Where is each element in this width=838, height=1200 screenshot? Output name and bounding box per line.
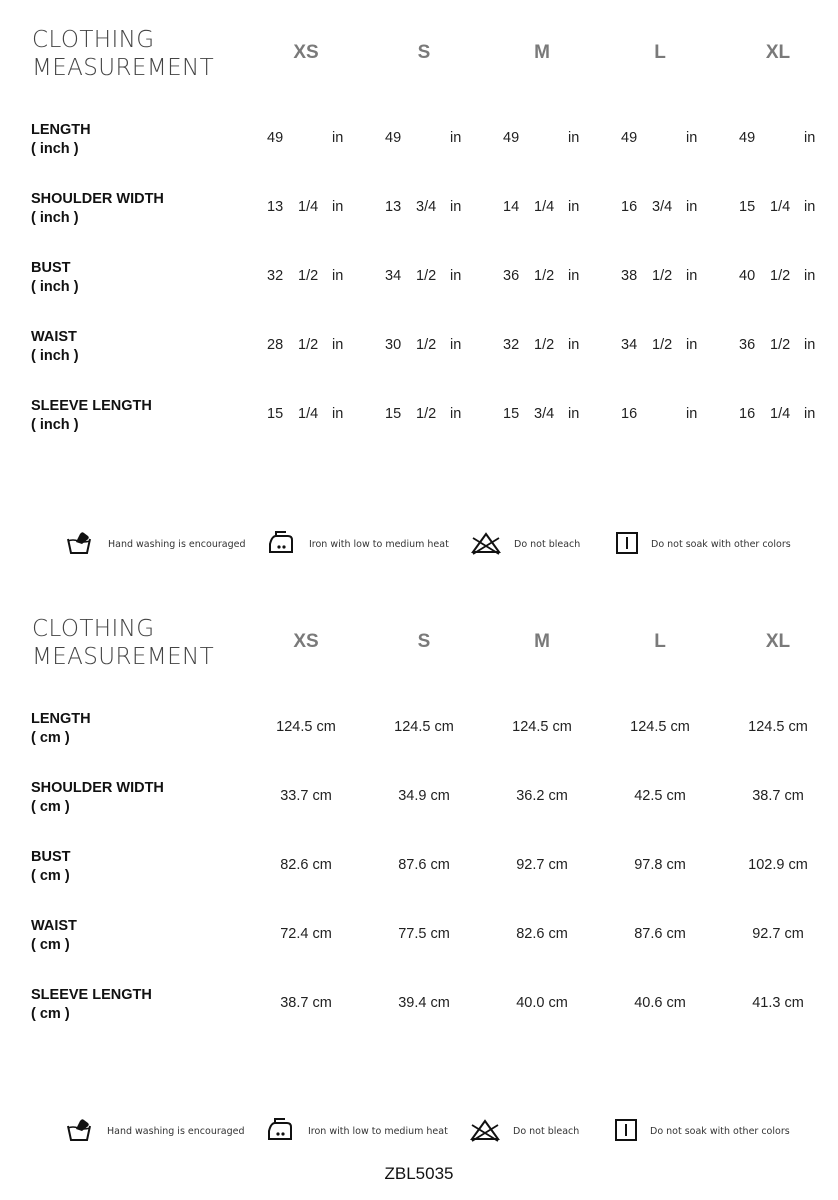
measure-unit: ( cm )	[31, 799, 70, 815]
care-text: Hand washing is encouraged	[108, 539, 246, 550]
size-m: M	[534, 631, 550, 652]
measure-name: SHOULDER WIDTH	[31, 780, 164, 796]
value-fraction: 3/4	[652, 199, 673, 215]
value-cell	[267, 337, 349, 357]
value-whole: 28	[267, 337, 284, 353]
value-fraction: 3/4	[534, 406, 555, 422]
value-unit: in	[804, 199, 816, 215]
value-cell	[739, 406, 821, 426]
value-cell	[385, 268, 467, 288]
value-fraction: 1/2	[770, 268, 791, 284]
value-whole: 36	[739, 337, 756, 353]
title-line-2: MEASUREMENT	[32, 644, 215, 670]
value-fraction: 1/4	[534, 199, 555, 215]
value-cell: 41.3 cm	[752, 995, 804, 1011]
value-whole: 49	[267, 130, 284, 146]
value-cell	[267, 199, 349, 219]
iron-icon	[265, 1117, 295, 1143]
care-text: Iron with low to medium heat	[309, 539, 449, 550]
value-unit: in	[686, 406, 698, 422]
care-text: Hand washing is encouraged	[107, 1126, 245, 1137]
measure-unit: ( cm )	[31, 730, 70, 746]
product-code: ZBL5035	[384, 1164, 454, 1183]
value-cell	[503, 199, 585, 219]
hand-wash-icon	[66, 1117, 94, 1143]
value-whole: 38	[621, 268, 638, 284]
value-unit: in	[568, 199, 580, 215]
measure-name: SLEEVE LENGTH	[31, 987, 152, 1003]
value-unit: in	[804, 337, 816, 353]
value-unit: in	[686, 199, 698, 215]
row-label	[31, 848, 70, 886]
value-whole: 49	[621, 130, 638, 146]
care-text: Do not soak with other colors	[651, 539, 791, 550]
row-label	[31, 397, 152, 435]
value-whole: 16	[739, 406, 756, 422]
value-cell	[739, 337, 821, 357]
value-unit: in	[804, 406, 816, 422]
value-unit: in	[332, 337, 344, 353]
value-fraction: 1/2	[652, 337, 673, 353]
value-unit: in	[450, 268, 462, 284]
measure-unit: ( inch )	[31, 279, 79, 295]
size-l: L	[654, 631, 666, 652]
title-line-1: CLOTHING	[32, 616, 155, 642]
value-cell: 87.6 cm	[634, 926, 686, 942]
row-label	[31, 986, 152, 1024]
value-cell	[267, 406, 349, 426]
value-whole: 13	[385, 199, 402, 215]
care-text: Do not bleach	[514, 539, 581, 550]
value-cell: 77.5 cm	[398, 926, 450, 942]
measure-name: LENGTH	[31, 122, 91, 138]
value-whole: 30	[385, 337, 402, 353]
value-unit: in	[332, 268, 344, 284]
care-text: Iron with low to medium heat	[308, 1126, 448, 1137]
value-cell	[621, 406, 703, 426]
value-fraction: 1/2	[416, 406, 437, 422]
row-label	[31, 917, 77, 955]
iron-icon	[266, 530, 296, 556]
row-label	[31, 259, 79, 297]
value-cell: 124.5 cm	[512, 719, 572, 735]
row-label	[31, 328, 79, 366]
size-m: M	[534, 42, 550, 63]
value-cell: 87.6 cm	[398, 857, 450, 873]
value-cell	[621, 130, 703, 150]
value-cell: 124.5 cm	[394, 719, 454, 735]
value-cell: 38.7 cm	[752, 788, 804, 804]
value-fraction: 1/2	[652, 268, 673, 284]
value-fraction: 1/4	[770, 199, 791, 215]
measure-unit: ( cm )	[31, 868, 70, 884]
value-whole: 15	[267, 406, 284, 422]
value-whole: 49	[385, 130, 402, 146]
value-cell	[621, 268, 703, 288]
value-unit: in	[332, 406, 344, 422]
measure-unit: ( inch )	[31, 141, 79, 157]
size-xs: XS	[293, 631, 319, 652]
measure-unit: ( cm )	[31, 1006, 70, 1022]
value-whole: 49	[739, 130, 756, 146]
value-cell	[385, 337, 467, 357]
measure-name: BUST	[31, 260, 71, 276]
size-s: S	[417, 42, 431, 63]
size-s: S	[417, 631, 431, 652]
value-unit: in	[804, 130, 816, 146]
value-unit: in	[686, 337, 698, 353]
value-whole: 15	[503, 406, 520, 422]
no-bleach-icon	[470, 530, 502, 556]
value-whole: 36	[503, 268, 520, 284]
hand-wash-icon	[66, 530, 94, 556]
value-fraction: 1/2	[416, 268, 437, 284]
value-unit: in	[450, 337, 462, 353]
measure-unit: ( cm )	[31, 937, 70, 953]
value-cell: 102.9 cm	[748, 857, 808, 873]
measure-name: WAIST	[31, 918, 77, 934]
row-label	[31, 779, 164, 817]
value-cell: 72.4 cm	[280, 926, 332, 942]
measure-unit: ( inch )	[31, 417, 79, 433]
value-cell	[739, 130, 821, 150]
care-text: Do not bleach	[513, 1126, 580, 1137]
value-whole: 32	[503, 337, 520, 353]
value-whole: 34	[621, 337, 638, 353]
value-cell	[385, 199, 467, 219]
size-xl: XL	[765, 42, 791, 63]
measure-name: WAIST	[31, 329, 77, 345]
care-text: Do not soak with other colors	[650, 1126, 790, 1137]
title-line-1: CLOTHING	[32, 27, 155, 53]
value-cell: 82.6 cm	[280, 857, 332, 873]
size-xs: XS	[293, 42, 319, 63]
value-cell	[503, 268, 585, 288]
value-fraction: 1/2	[298, 337, 319, 353]
value-cell: 39.4 cm	[398, 995, 450, 1011]
value-whole: 14	[503, 199, 520, 215]
measure-name: LENGTH	[31, 711, 91, 727]
value-whole: 15	[385, 406, 402, 422]
value-fraction: 1/2	[534, 268, 555, 284]
value-unit: in	[450, 199, 462, 215]
value-unit: in	[332, 199, 344, 215]
value-fraction: 1/2	[770, 337, 791, 353]
value-fraction: 1/2	[534, 337, 555, 353]
value-cell	[621, 337, 703, 357]
value-cell	[267, 268, 349, 288]
value-unit: in	[332, 130, 344, 146]
value-cell	[267, 130, 349, 150]
value-whole: 40	[739, 268, 756, 284]
value-whole: 34	[385, 268, 402, 284]
value-cell	[739, 199, 821, 219]
row-label	[31, 190, 164, 228]
value-fraction: 1/4	[770, 406, 791, 422]
value-cell: 97.8 cm	[634, 857, 686, 873]
value-cell: 40.6 cm	[634, 995, 686, 1011]
value-fraction: 1/2	[298, 268, 319, 284]
size-xl: XL	[765, 631, 791, 652]
value-cell	[385, 130, 467, 150]
measure-name: SHOULDER WIDTH	[31, 191, 164, 207]
section-title-cm	[32, 615, 214, 671]
value-unit: in	[686, 268, 698, 284]
value-cell: 34.9 cm	[398, 788, 450, 804]
value-cell: 33.7 cm	[280, 788, 332, 804]
value-whole: 15	[739, 199, 756, 215]
value-cell	[385, 406, 467, 426]
care-row	[0, 1117, 838, 1147]
value-cell: 38.7 cm	[280, 995, 332, 1011]
value-cell: 36.2 cm	[516, 788, 568, 804]
value-cell: 40.0 cm	[516, 995, 568, 1011]
value-cell: 124.5 cm	[276, 719, 336, 735]
section-title-inch	[32, 26, 214, 82]
care-row	[0, 530, 838, 560]
value-unit: in	[450, 406, 462, 422]
value-unit: in	[568, 337, 580, 353]
value-unit: in	[568, 406, 580, 422]
value-whole: 16	[621, 199, 638, 215]
value-cell	[503, 337, 585, 357]
value-cell	[739, 268, 821, 288]
row-label	[31, 710, 91, 748]
value-whole: 16	[621, 406, 638, 422]
value-cell	[503, 130, 585, 150]
size-l: L	[654, 42, 666, 63]
row-label	[31, 121, 91, 159]
value-fraction: 3/4	[416, 199, 437, 215]
value-whole: 13	[267, 199, 284, 215]
no-soak-icon	[614, 1117, 638, 1143]
value-cell: 92.7 cm	[516, 857, 568, 873]
value-unit: in	[568, 130, 580, 146]
value-cell	[503, 406, 585, 426]
value-fraction: 1/4	[298, 199, 319, 215]
measure-name: BUST	[31, 849, 71, 865]
value-cell: 82.6 cm	[516, 926, 568, 942]
value-fraction: 1/2	[416, 337, 437, 353]
no-bleach-icon	[469, 1117, 501, 1143]
value-unit: in	[804, 268, 816, 284]
title-line-2: MEASUREMENT	[32, 55, 215, 81]
value-whole: 49	[503, 130, 520, 146]
measure-unit: ( inch )	[31, 210, 79, 226]
measure-unit: ( inch )	[31, 348, 79, 364]
value-unit: in	[686, 130, 698, 146]
value-whole: 32	[267, 268, 284, 284]
value-cell: 124.5 cm	[748, 719, 808, 735]
value-unit: in	[450, 130, 462, 146]
value-cell: 124.5 cm	[630, 719, 690, 735]
value-cell	[621, 199, 703, 219]
no-soak-icon	[615, 530, 639, 556]
value-cell: 42.5 cm	[634, 788, 686, 804]
value-cell: 92.7 cm	[752, 926, 804, 942]
value-unit: in	[568, 268, 580, 284]
value-fraction: 1/4	[298, 406, 319, 422]
measure-name: SLEEVE LENGTH	[31, 398, 152, 414]
